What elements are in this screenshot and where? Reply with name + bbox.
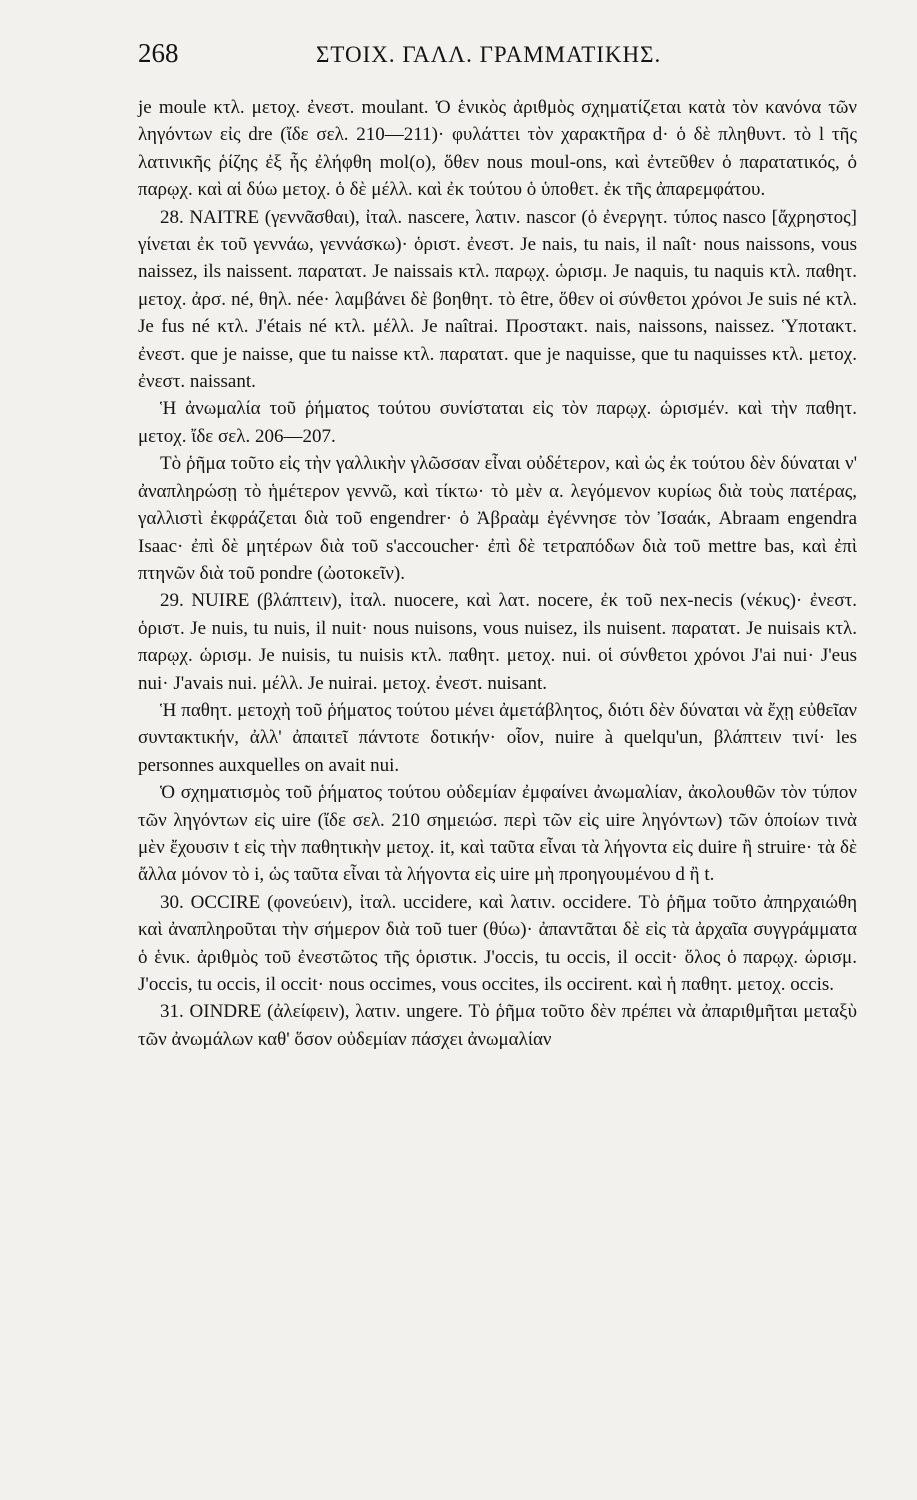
page-header <box>138 38 857 82</box>
paragraph-occire: 30. OCCIRE (φονεύειν), ἰταλ. uccidere, καὶ λατιν. occidere. Τὸ ῥῆμα τοῦτο ἀπηρχαιώθη καὶ ἀναπληροῦται τὴν σήμερον διὰ τοῦ tuer (θύω)· ἀπαντᾶται δὲ εἰς τὰ ἀρχαῖα συγγράμματα ὁ ἑνικ. ἀριθμὸς τοῦ ἐνεστῶτος τῆς ὁριστικ. J'occis, tu occis, il occit· ὅλος ὁ παρῳχ. ὡρισμ. J'occis, tu occis, il occit· nous occimes, vous occites, ils occirent. καὶ ἡ παθητ. μετοχ. occis. <box>138 891 857 995</box>
paragraph-naitre-usage: Τὸ ῥῆμα τοῦτο εἰς τὴν γαλλικὴν γλῶσσαν εἶναι οὐδέτερον, καὶ ὡς ἐκ τούτου δὲν δύναται ν' ἀναπληρώσῃ τὸ ἡμέτερον γεννῶ, καὶ τίκτω· τὸ μὲν α. λεγόμενον κυρίως διὰ τοὺς πατέρας, γαλλιστὶ ἐκφράζεται διὰ τοῦ engendrer· ὁ Ἀβραὰμ ἐγέννησε τὸν Ἰσαάκ, Abraam engendra Isaac· ἐπὶ δὲ μητέρων διὰ τοῦ s'accoucher· ἐπὶ δὲ τετραπόδων διὰ τοῦ mettre bas, καὶ ἐπὶ πτηνῶν διὰ τοῦ pondre (ὠοτοκεῖν). <box>138 453 857 584</box>
paragraph-naitre: 28. NAITRE (γεννᾶσθαι), ἰταλ. nascere, λατιν. nascor (ὁ ἐνεργητ. τύπος nasco [ἄχρηστος] γίνεται ἐκ τοῦ γεννάω, γεννάσκω)· ὁριστ. ἐνεστ. Je nais, tu nais, il naît· nous naissons, vous naissez, ils naissent. παρατατ. Je naissais κτλ. παρῳχ. ὡρισμ. Je naquis, tu naquis κτλ. παθητ. μετοχ. ἀρσ. né, θηλ. née· λαμβάνει δὲ βοηθητ. τὸ être, ὅθεν οἱ σύνθετοι χρόνοι Je suis né κτλ. Je fus né κτλ. J'étais né κτλ. μέλλ. Je naîtrai. Προστακτ. nais, naissons, naissez. Ὑποτακτ. ἐνεστ. que je naisse, que tu naisse κτλ. παρατατ. que je naquisse, que tu naquisses κτλ. μετοχ. ἐνεστ. naissant. <box>138 206 857 393</box>
page-number: 268 <box>138 38 179 68</box>
paragraph-moudre-continued: je moule κτλ. μετοχ. ἐνεστ. moulant. Ὁ ἑνικὸς ἀριθμὸς σχηματίζεται κατὰ τὸν κανόνα τῶν ληγόντων εἰς dre (ἴδε σελ. 210—211)· φυλάττει τὸν χαρακτῆρα d· ὁ δὲ πληθυντ. τὸ l τῆς λατινικῆς ῥίζης ἐξ ἧς ἐλήφθη mol(o), ὅθεν nous moul-ons, καὶ ἐντεῦθεν ὁ παρατατικός, ὁ παρῳχ. καὶ αἱ δύω μετοχ. ὁ δὲ μέλλ. καὶ ἐκ τούτου ὁ ὑποθετ. ἐκ τῆς ἀπαρεμφάτου. <box>138 97 857 201</box>
paragraph-nuire-participle: Ἡ παθητ. μετοχὴ τοῦ ῥήματος τούτου μένει ἀμετάβλητος, διότι δὲν δύναται νὰ ἔχῃ εὐθεῖαν συντακτικήν, ἀλλ' ἀπαιτεῖ πάντοτε δοτικήν· οἷον, nuire à quelqu'un, βλάπτειν τινί· les personnes auxquelles on avait nui. <box>138 699 857 776</box>
running-title: ΣΤΟΙΧ. ΓΑΛΛ. ΓΡΑΜΜΑΤΙΚΗΣ. <box>316 42 662 67</box>
paragraph-nuire: 29. NUIRE (βλάπτειν), ἰταλ. nuocere, καὶ λατ. nocere, ἐκ τοῦ nex-necis (νέκυς)· ἐνεστ. ὁριστ. Je nuis, tu nuis, il nuit· nous nuisons, vous nuisez, ils nuisent. παρατατ. Je nuisais κτλ. παρῳχ. ὡρισμ. Je nuisis, tu nuisis κτλ. παθητ. μετοχ. nui. οἱ σύνθετοι χρόνοι J'ai nui· J'eus nui· J'avais nui. μέλλ. Je nuirai. μετοχ. ἐνεστ. nuisant. <box>138 590 857 694</box>
paragraph-naitre-note: Ἡ ἀνωμαλία τοῦ ῥήματος τούτου συνίσταται εἰς τὸν παρῳχ. ὡρισμέν. καὶ τὴν παθητ. μετοχ. ἴδε σελ. 206—207. <box>138 398 857 447</box>
paragraph-nuire-formation: Ὁ σχηματισμὸς τοῦ ῥήματος τούτου οὐδεμίαν ἐμφαίνει ἀνωμαλίαν, ἀκολουθῶν τὸν τύπον τῶν ληγόντων εἰς uire (ἴδε σελ. 210 σημειώσ. περὶ τῶν εἰς uire ληγόντων) τῶν ὁποίων τινὰ μὲν ἔχουσιν t εἰς τὴν παθητικὴν μετοχ. it, καὶ ταῦτα εἶναι τὰ λήγοντα εἰς duire ἢ struire· τὰ δὲ ἄλλα μόνον τὸ i, ὡς ταῦτα εἶναι τὰ λήγοντα εἰς uire μὴ προηγουμένου d ἢ t. <box>138 782 857 886</box>
body-text <box>138 94 857 1053</box>
paragraph-oindre: 31. OINDRE (ἀλείφειν), λατιν. ungere. Τὸ ῥῆμα τοῦτο δὲν πρέπει νὰ ἀπαριθμῆται μεταξὺ τῶν ἀνωμάλων καθ' ὅσον οὐδεμίαν πάσχει ἀνωμαλίαν <box>138 1001 857 1050</box>
